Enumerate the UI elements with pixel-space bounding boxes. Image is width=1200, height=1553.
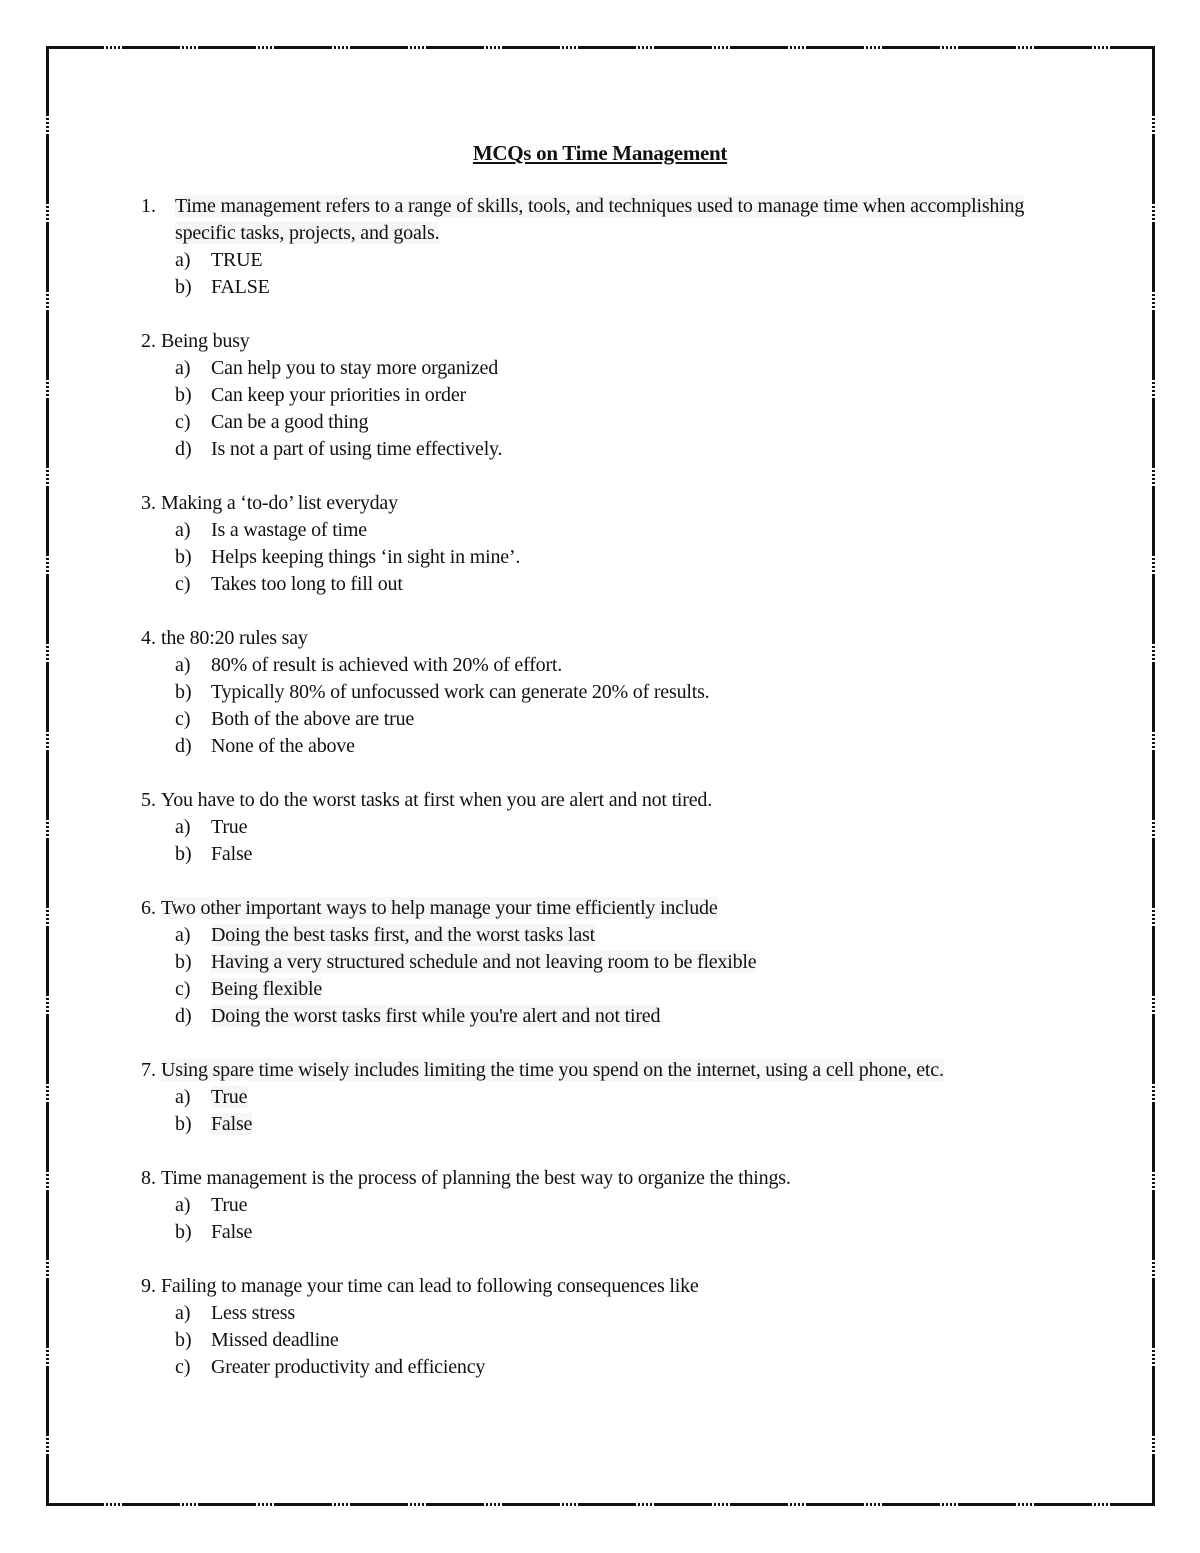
option-text: True (211, 1086, 248, 1108)
option-text: False (211, 843, 253, 865)
option-b (141, 544, 1071, 571)
question-1 (141, 193, 1071, 301)
option-text: Being flexible (211, 978, 323, 1000)
question-number: 8. (141, 1167, 156, 1189)
option-a (141, 517, 1071, 544)
option-label: b) (175, 1221, 192, 1243)
option-text: Is not a part of using time effectively. (211, 438, 503, 460)
question-3 (141, 490, 1071, 598)
option-label: a) (175, 1194, 191, 1216)
option-label: b) (175, 384, 192, 406)
question-number: 6. (141, 897, 156, 919)
option-d (141, 733, 1071, 760)
question-5 (141, 787, 1071, 868)
option-text: Can help you to stay more organized (211, 357, 499, 379)
question-text: the 80:20 rules say (161, 627, 308, 649)
option-c (141, 409, 1071, 436)
question-9 (141, 1273, 1071, 1381)
option-b (141, 679, 1071, 706)
option-label: b) (175, 1113, 192, 1135)
option-label: b) (175, 843, 192, 865)
option-text: FALSE (211, 276, 270, 298)
question-text: Making a ‘to-do’ list everyday (161, 492, 398, 514)
question-2 (141, 328, 1071, 463)
question-stem (141, 787, 1071, 814)
option-label: a) (175, 519, 191, 541)
border-left (46, 46, 49, 1506)
question-stem (141, 193, 1071, 247)
question-stem (141, 1165, 1071, 1192)
option-text: False (211, 1221, 253, 1243)
option-text: Is a wastage of time (211, 519, 367, 541)
option-text: None of the above (211, 735, 355, 757)
option-a (141, 355, 1071, 382)
option-a (141, 1300, 1071, 1327)
option-label: a) (175, 654, 191, 676)
option-d (141, 436, 1071, 463)
option-b (141, 949, 1071, 976)
option-text: Can be a good thing (211, 411, 369, 433)
option-b (141, 1219, 1071, 1246)
option-b (141, 1111, 1071, 1138)
question-number: 2. (141, 330, 156, 352)
option-b (141, 841, 1071, 868)
option-label: a) (175, 924, 191, 946)
border-right (1152, 46, 1155, 1506)
question-number: 4. (141, 627, 156, 649)
option-text: Can keep your priorities in order (211, 384, 466, 406)
option-text: True (211, 816, 248, 838)
option-text: Doing the best tasks first, and the worst tasks last (211, 924, 595, 946)
question-text: Being busy (161, 330, 250, 352)
option-label: a) (175, 816, 191, 838)
question-text: Two other important ways to help manage your time efficiently include (161, 897, 718, 919)
option-label: d) (175, 1005, 192, 1027)
question-number: 1. (141, 195, 156, 217)
question-6 (141, 895, 1071, 1030)
option-label: a) (175, 1086, 191, 1108)
page-title: MCQs on Time Management (472, 141, 728, 165)
option-a (141, 814, 1071, 841)
option-label: a) (175, 357, 191, 379)
option-label: b) (175, 276, 192, 298)
option-label: d) (175, 735, 192, 757)
question-stem (141, 1273, 1071, 1300)
option-text: True (211, 1194, 248, 1216)
option-label: c) (175, 978, 191, 1000)
border-bottom (46, 1503, 1155, 1506)
option-text: 80% of result is achieved with 20% of effort. (211, 654, 563, 676)
question-stem (141, 490, 1071, 517)
option-label: b) (175, 546, 192, 568)
option-label: a) (175, 1302, 191, 1324)
option-label: c) (175, 573, 191, 595)
question-list (141, 193, 1071, 1408)
option-text: TRUE (211, 249, 263, 271)
option-b (141, 382, 1071, 409)
option-text: Missed deadline (211, 1329, 339, 1351)
option-c (141, 1354, 1071, 1381)
option-text: Takes too long to fill out (211, 573, 403, 595)
option-a (141, 1192, 1071, 1219)
question-number: 7. (141, 1059, 156, 1081)
option-label: b) (175, 1329, 192, 1351)
option-a (141, 922, 1071, 949)
option-text: Having a very structured schedule and not leaving room to be flexible (211, 951, 757, 973)
option-b (141, 274, 1071, 301)
option-c (141, 706, 1071, 733)
question-text: Time management refers to a range of skills, tools, and techniques used to manage time when accomplishing specific tasks, projects, and goals. (175, 195, 1025, 244)
question-7 (141, 1057, 1071, 1138)
option-label: c) (175, 1356, 191, 1378)
question-text: Time management is the process of planning the best way to organize the things. (161, 1167, 791, 1189)
option-a (141, 247, 1071, 274)
question-4 (141, 625, 1071, 760)
option-label: d) (175, 438, 192, 460)
option-label: b) (175, 951, 192, 973)
option-text: Both of the above are true (211, 708, 415, 730)
question-text: You have to do the worst tasks at first when you are alert and not tired. (161, 789, 713, 811)
option-text: False (211, 1113, 253, 1135)
question-stem (141, 328, 1071, 355)
option-c (141, 976, 1071, 1003)
option-label: c) (175, 411, 191, 433)
option-text: Typically 80% of unfocussed work can generate 20% of results. (211, 681, 710, 703)
question-8 (141, 1165, 1071, 1246)
option-d (141, 1003, 1071, 1030)
option-label: c) (175, 708, 191, 730)
option-b (141, 1327, 1071, 1354)
question-number: 3. (141, 492, 156, 514)
option-text: Helps keeping things ‘in sight in mine’. (211, 546, 521, 568)
border-top (46, 46, 1155, 49)
question-text: Using spare time wisely includes limiting the time you spend on the internet, using a cell phone, etc. (161, 1059, 944, 1081)
option-text: Doing the worst tasks first while you're alert and not tired (211, 1005, 661, 1027)
option-c (141, 571, 1071, 598)
question-stem (141, 895, 1071, 922)
option-text: Less stress (211, 1302, 295, 1324)
question-text: Failing to manage your time can lead to following consequences like (161, 1275, 699, 1297)
question-stem (141, 625, 1071, 652)
question-stem (141, 1057, 1071, 1084)
option-label: b) (175, 681, 192, 703)
option-label: a) (175, 249, 191, 271)
option-text: Greater productivity and efficiency (211, 1356, 486, 1378)
option-a (141, 1084, 1071, 1111)
question-number: 9. (141, 1275, 156, 1297)
option-a (141, 652, 1071, 679)
question-number: 5. (141, 789, 156, 811)
